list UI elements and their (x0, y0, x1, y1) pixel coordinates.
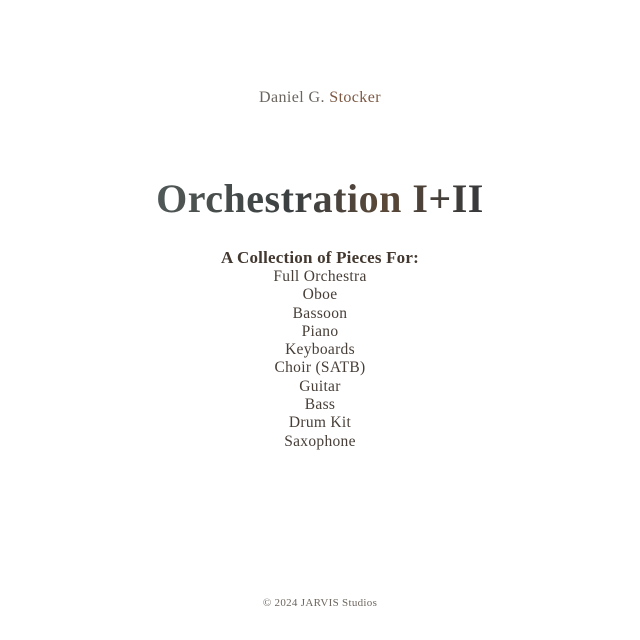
page-title: Orchestration I+II (0, 176, 640, 222)
instrument-item: Full Orchestra (273, 268, 367, 285)
instrument-item: Piano (301, 322, 339, 340)
instrument-item: Choir (SATB) (274, 359, 366, 377)
collection-heading: A Collection of Pieces For: (220, 248, 419, 267)
instrument-item: Guitar (299, 377, 341, 395)
author-first-name: Daniel G. (259, 89, 325, 106)
instrument-item: Oboe (302, 286, 338, 304)
instrument-list (0, 268, 640, 451)
instrument-item: Drum Kit (288, 414, 352, 432)
instrument-item: Keyboards (285, 341, 355, 359)
instrument-item: Bass (304, 396, 336, 414)
copyright-notice: © 2024 JARVIS Studios (262, 597, 378, 609)
instrument-item: Saxophone (284, 432, 356, 450)
author-name (0, 88, 640, 107)
collection-section (0, 248, 640, 451)
instrument-item: Bassoon (292, 304, 348, 322)
author-last-name: Stocker (329, 89, 381, 106)
